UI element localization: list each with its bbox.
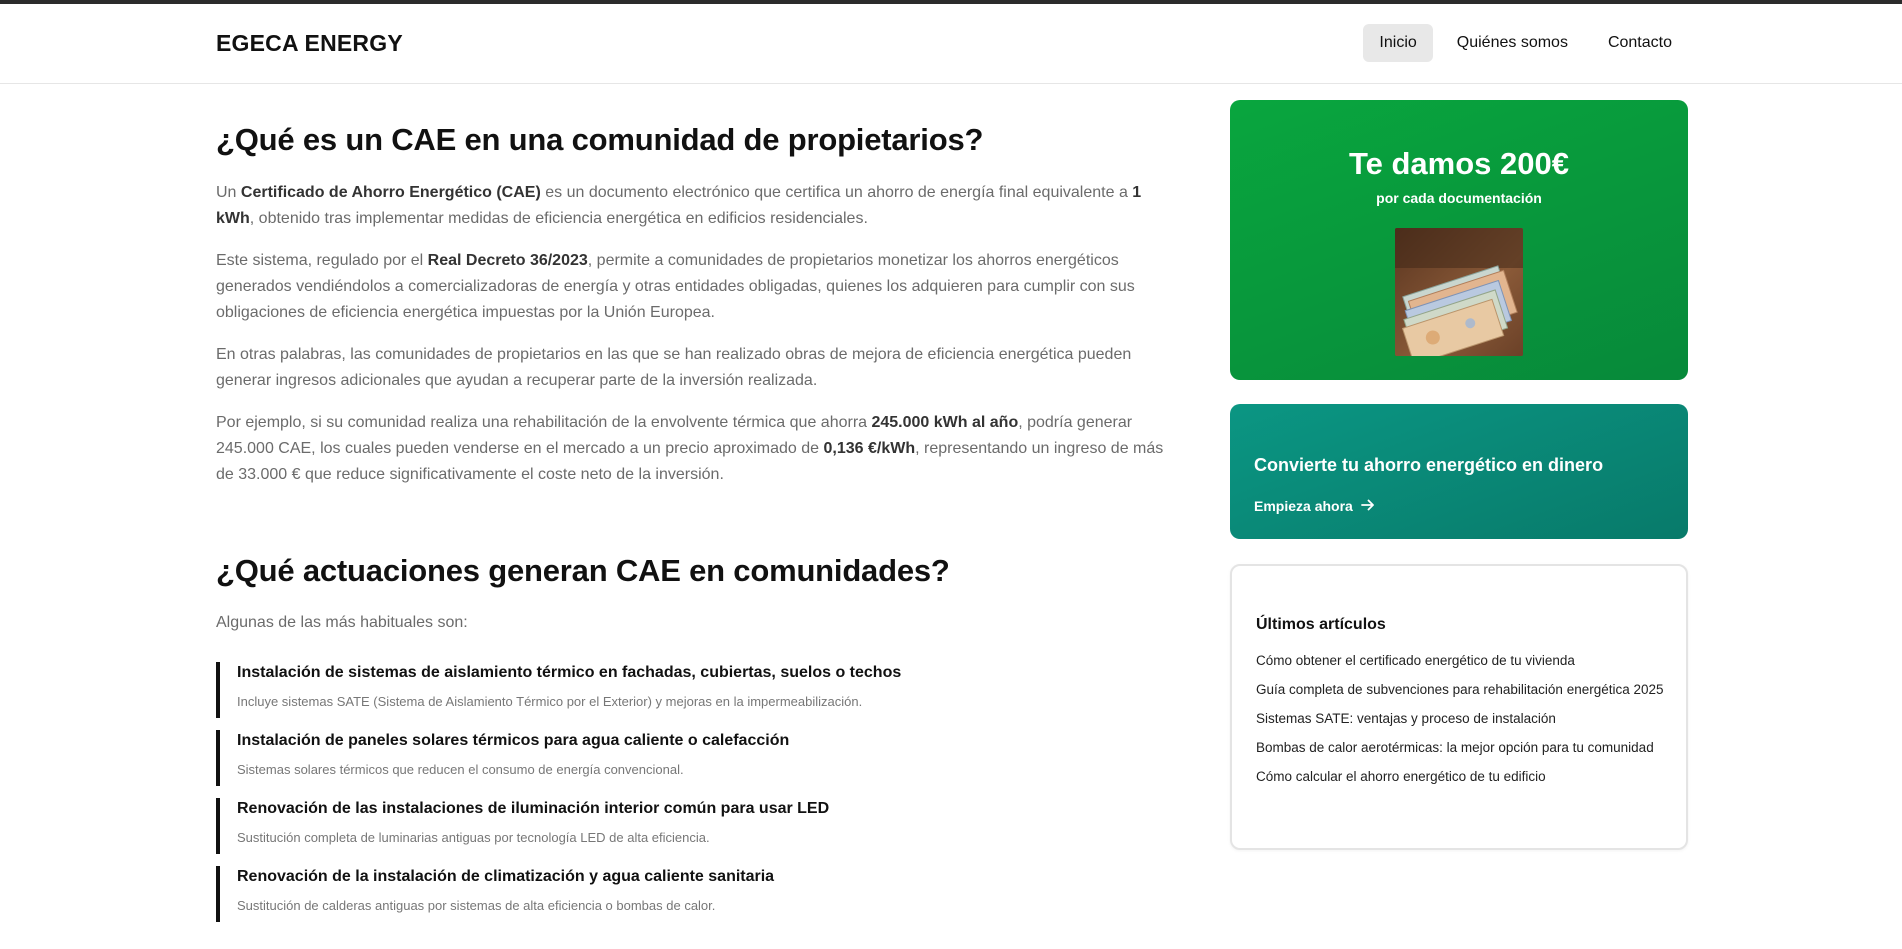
article-link[interactable]: Sistemas SATE: ventajas y proceso de instalación	[1256, 711, 1556, 726]
article-link[interactable]: Bombas de calor aerotérmicas: la mejor opción para tu comunidad	[1256, 740, 1654, 755]
list-item-desc: Sustitución completa de luminarias antiguas por tecnología LED de alta eficiencia.	[237, 830, 710, 845]
promo-title: Te damos 200€	[1349, 146, 1569, 181]
paragraph-example: Por ejemplo, si su comunidad realiza una rehabilitación de la envolvente térmica que ahorra 245.000 kWh al año, podría generar 245.000 CAE, los cuales pueden venderse en el mercado a un precio aproximado de 0,136 €/kWh, representando un ingreso de más de 33.000 € que reduce significativamente el coste neto de la inversión.	[216, 414, 1164, 483]
nav-contacto[interactable]: Contacto	[1607, 34, 1672, 51]
nav-inicio[interactable]: Inicio	[1363, 24, 1432, 62]
list-item	[216, 866, 1176, 922]
list-item-title: Instalación de sistemas de aislamiento térmico en fachadas, cubiertas, suelos o techos	[237, 664, 902, 681]
paragraph-regulation: Este sistema, regulado por el Real Decreto 36/2023, permite a comunidades de propietarios monetizar los ahorros energéticos generados vendiéndolos a comercializadoras de energía y otras entidades obligadas, quienes los adquieren para cumplir con sus obligaciones de eficiencia energética impuestas por la Unión Europea.	[216, 252, 1135, 321]
promo-card[interactable]	[1230, 100, 1688, 380]
list-item	[216, 798, 1176, 854]
section-title-cae: ¿Qué es un CAE en una comunidad de propietarios?	[216, 122, 984, 157]
paragraph-summary: En otras palabras, las comunidades de propietarios en las que se han realizado obras de mejora de eficiencia energética pueden generar ingresos adicionales que ayudan a recuperar parte de la inversión realizada.	[216, 346, 1132, 389]
brand-logo[interactable]: EGECA ENERGY	[216, 30, 403, 56]
section-title-actuaciones: ¿Qué actuaciones generan CAE en comunidades?	[216, 553, 950, 588]
list-item-title: Renovación de la instalación de climatización y agua caliente sanitaria	[237, 868, 775, 885]
list-item-desc: Sistemas solares térmicos que reducen el consumo de energía convencional.	[237, 762, 684, 777]
latest-articles-card	[1230, 564, 1688, 850]
paragraph-definition: Un Certificado de Ahorro Energético (CAE) es un documento electrónico que certifica un ahorro de energía final equivalente a 1 kWh, obtenido tras implementar medidas de eficiencia energética en edificios residenciales.	[216, 184, 1142, 227]
nav-quienes-somos[interactable]: Quiénes somos	[1456, 34, 1568, 51]
cta-card[interactable]	[1230, 404, 1688, 539]
actuaciones-list	[216, 662, 1176, 934]
list-item-title: Instalación de paneles solares térmicos para agua caliente o calefacción	[237, 732, 790, 749]
main-nav	[1363, 24, 1688, 62]
arrow-right-icon	[1361, 498, 1375, 514]
list-item	[216, 662, 1176, 718]
list-item-desc: Sustitución de calderas antiguas por sistemas de alta eficiencia o bombas de calor.	[237, 898, 716, 913]
latest-articles-title: Últimos artículos	[1256, 616, 1386, 633]
article-link[interactable]: Guía completa de subvenciones para rehabilitación energética 2025	[1256, 682, 1664, 697]
cta-link-label: Empieza ahora	[1254, 498, 1353, 514]
promo-subtitle: por cada documentación	[1376, 190, 1542, 206]
euro-banknotes-photo	[1395, 228, 1523, 356]
actuaciones-intro: Algunas de las más habituales son:	[216, 614, 468, 631]
article-link[interactable]: Cómo obtener el certificado energético de tu vivienda	[1256, 653, 1575, 668]
site-header	[0, 4, 1902, 84]
article-link[interactable]: Cómo calcular el ahorro energético de tu edificio	[1256, 769, 1546, 784]
list-item-desc: Incluye sistemas SATE (Sistema de Aislamiento Térmico por el Exterior) y mejoras en la impermeabilización.	[237, 694, 863, 709]
cta-start-link[interactable]	[1254, 498, 1375, 514]
cta-title: Convierte tu ahorro energético en dinero	[1254, 455, 1604, 475]
list-item	[216, 730, 1176, 786]
latest-articles-list	[1256, 652, 1666, 797]
list-item-title: Renovación de las instalaciones de iluminación interior común para usar LED	[237, 800, 830, 817]
